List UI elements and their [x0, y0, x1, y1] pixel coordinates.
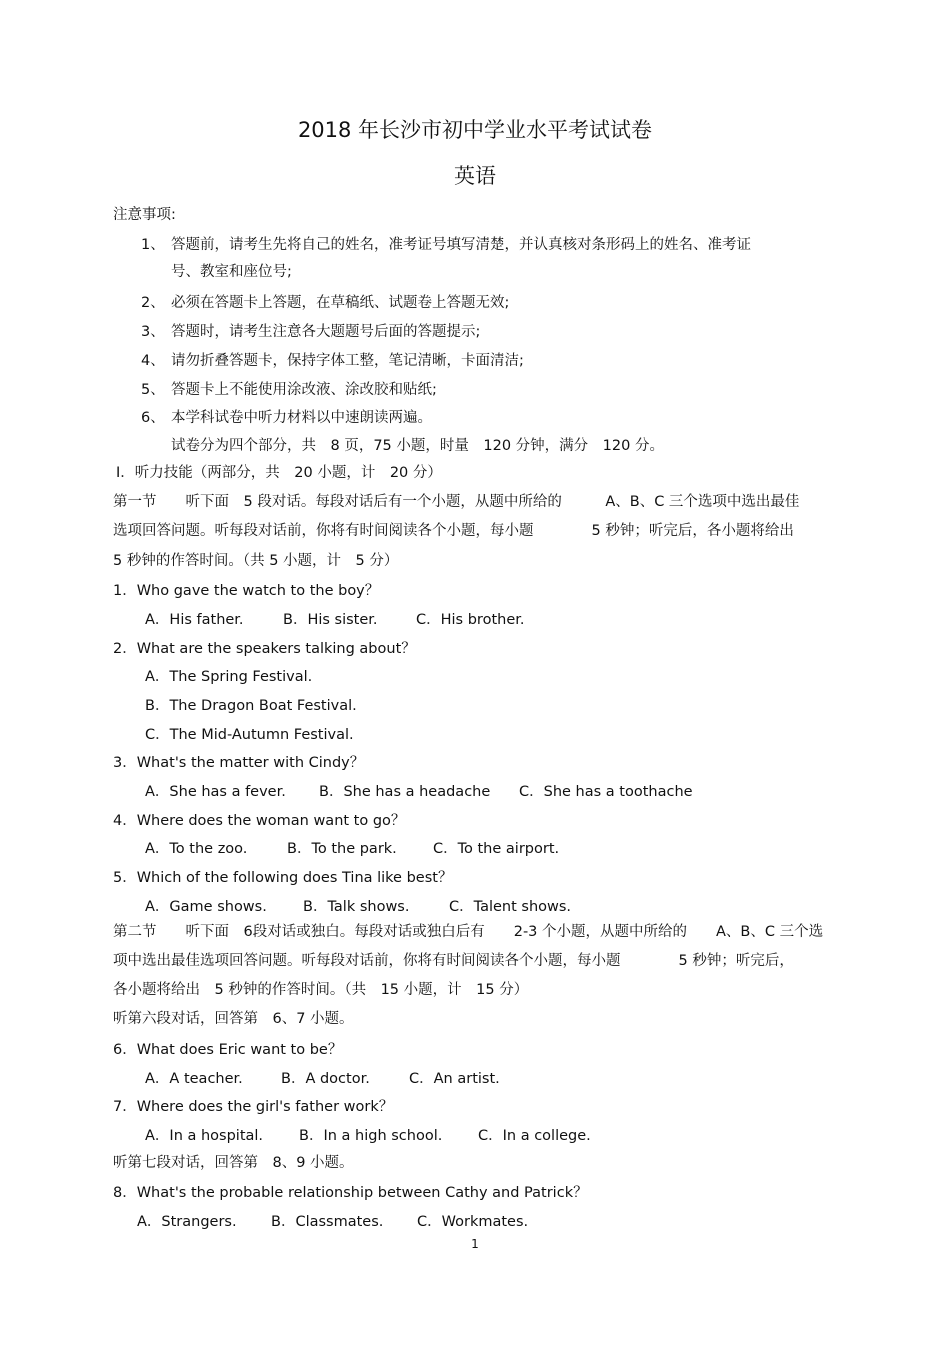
- option: B．A doctor.: [281, 1071, 370, 1087]
- option: C．His brother.: [416, 612, 525, 628]
- exam-summary: 试卷分为四个部分，共 8 页，75 小题，时量 120 分钟，满分 120 分。: [171, 438, 664, 454]
- option: C．Workmates.: [417, 1214, 529, 1230]
- notice-item-number: 4、: [141, 353, 165, 369]
- option: C．She has a toothache: [519, 784, 693, 800]
- dialog-intro: 听第六段对话，回答第 6、7 小题。: [113, 1011, 354, 1027]
- question: 4．Where does the woman want to go？: [113, 813, 406, 829]
- part2-instructions-line: 各小题将给出 5 秒钟的作答时间。（共 15 小题，计 15 分）: [113, 982, 529, 998]
- option: A．She has a fever.: [145, 784, 286, 800]
- notice-item-number: 5、: [141, 382, 165, 398]
- notice-item-text: 请勿折叠答题卡，保持字体工整，笔记清晰，卡面清洁;: [171, 353, 524, 369]
- question: 6．What does Eric want to be？: [113, 1042, 343, 1058]
- notice-item-number: 3、: [141, 324, 165, 340]
- option: A．Game shows.: [145, 899, 267, 915]
- notice-item-text: 必须在答题卡上答题，在草稿纸、试题卷上答题无效;: [171, 295, 510, 311]
- option: A．In a hospital.: [145, 1128, 264, 1144]
- option: C．An artist.: [409, 1071, 500, 1087]
- option: B．The Dragon Boat Festival.: [145, 698, 357, 714]
- option: B．In a high school.: [299, 1128, 443, 1144]
- page-number: 1: [471, 1237, 479, 1251]
- notice-item-number: 6、: [141, 410, 165, 426]
- question: 1．Who gave the watch to the boy？: [113, 583, 380, 599]
- section-heading: Ⅰ．听力技能（两部分，共 20 小题，计 20 分）: [116, 465, 442, 481]
- option: C．The Mid-Autumn Festival.: [145, 727, 354, 743]
- notice-item-text: 答题前，请考生先将自己的姓名，准考证号填写清楚，并认真核对条形码上的姓名、准考证: [171, 237, 751, 253]
- question: 5．Which of the following does Tina like best？: [113, 870, 453, 886]
- option: A．To the zoo.: [145, 841, 248, 857]
- question: 2．What are the speakers talking about？: [113, 641, 416, 657]
- option: B．Classmates.: [271, 1214, 384, 1230]
- option: A．The Spring Festival.: [145, 669, 313, 685]
- part2-instructions-line: 项中选出最佳选项回答问题。听每段对话前，你将有时间阅读各个小题，每小题 5 秒钟；听完后，: [113, 953, 794, 969]
- notice-item-text: 本学科试卷中听力材料以中速朗读两遍。: [171, 410, 432, 426]
- question: 3．What's the matter with Cindy？: [113, 755, 365, 771]
- option: C．Talent shows.: [449, 899, 572, 915]
- option: A．A teacher.: [145, 1071, 243, 1087]
- notice-item-number: 2、: [141, 295, 165, 311]
- option: B．Talk shows.: [303, 899, 410, 915]
- option: C．To the airport.: [433, 841, 560, 857]
- notice-item-text: 答题时，请考生注意各大题题号后面的答题提示;: [171, 324, 481, 340]
- option: A．Strangers.: [137, 1214, 237, 1230]
- option: B．She has a headache: [319, 784, 491, 800]
- exam-subject: 英语: [454, 164, 496, 188]
- part1-instructions-line: 第一节 听下面 5 段对话。每段对话后有一个小题，从题中所给的 A、B、C 三个选项中选出最佳: [113, 494, 800, 510]
- question: 7．Where does the girl's father work？: [113, 1099, 394, 1115]
- part1-instructions-line: 选项回答问题。听每段对话前，你将有时间阅读各个小题，每小题 5 秒钟；听完后，各小题将给出: [113, 523, 794, 539]
- option: B．To the park.: [287, 841, 397, 857]
- notice-item-text: 答题卡上不能使用涂改液、涂改胶和贴纸;: [171, 382, 437, 398]
- part1-instructions-line: 5 秒钟的作答时间。（共 5 小题，计 5 分）: [113, 553, 399, 569]
- exam-title: 2018 年长沙市初中学业水平考试试卷: [297, 118, 653, 142]
- notice-item-number: 1、: [141, 237, 165, 253]
- option: A．His father.: [145, 612, 244, 628]
- dialog-intro: 听第七段对话，回答第 8、9 小题。: [113, 1155, 354, 1171]
- notice-item-continuation: 号、教室和座位号;: [171, 264, 292, 280]
- option: B．His sister.: [283, 612, 378, 628]
- question: 8．What's the probable relationship between Cathy and Patrick？: [113, 1185, 588, 1201]
- notice-heading: 注意事项:: [113, 207, 176, 223]
- part2-instructions-line: 第二节 听下面 6段对话或独白。每段对话或独白后有 2-3 个小题，从题中所给的 A、B、C 三个选: [113, 924, 824, 940]
- option: C．In a college.: [478, 1128, 591, 1144]
